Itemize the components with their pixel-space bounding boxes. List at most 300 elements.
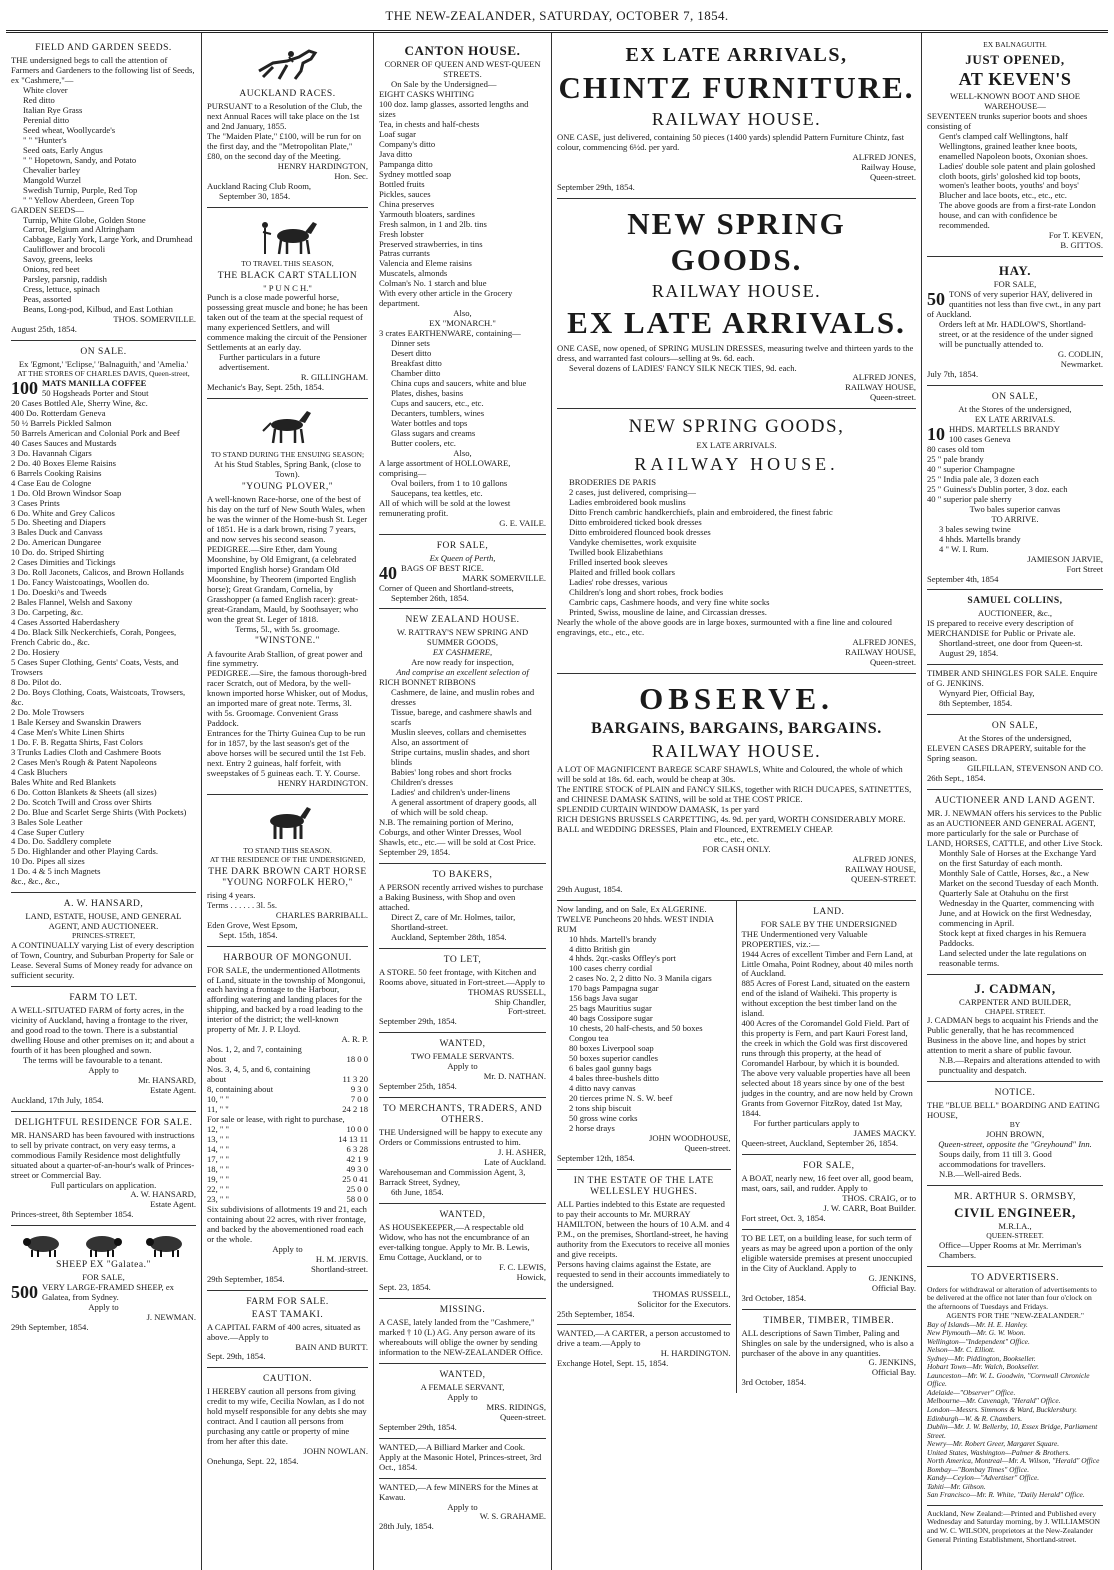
observe-etc: etc., etc., etc. <box>713 833 760 844</box>
mongonui-signer: H. M. JERVIS. <box>315 1253 368 1264</box>
cadman-street: CHAPEL STREET. <box>984 1006 1046 1016</box>
norfolk-terms: Terms . . . . . . 3l. 5s. <box>207 899 278 910</box>
list-item: 1 Bale Kersey and Swanskin Drawers <box>11 716 142 727</box>
list-item: Tea, in chests and half-chests <box>379 118 480 129</box>
col4-right <box>737 901 917 1394</box>
farm-to-let-ad <box>11 987 196 1112</box>
rice-ship: Ex Queen of Perth, <box>429 552 496 563</box>
table-cell: 24 2 18 <box>342 1104 368 1115</box>
land-list <box>742 950 917 1070</box>
columns <box>6 33 1108 1570</box>
list-item: Bales White and Red Blankets <box>11 776 116 787</box>
list-item: London—Messrs. Simmons & Ward, Bucklersbury. <box>927 1404 1077 1414</box>
spring2-lead: BRODERIES DE PARIS <box>569 477 657 488</box>
ormsby-ad <box>927 1186 1103 1267</box>
sheep-apply: Apply to <box>88 1302 119 1313</box>
chintz-date: September 29th, 1854. <box>557 181 635 192</box>
plover-pedigree: PEDIGREE.—Sire Ether, dam Young Moonshine, by Old Emigrant, (a celebrated imported English horse) Grandam Old Moonshine, by Theorem (imported English horse); Great Grandam, Cornelia, by Grasshopper (a famed English racer): great-great-Grandam, Mauld, by Soothsayer; who won the great St. Leger of 1818. <box>207 543 359 624</box>
keven-title: JUST OPENED, <box>965 51 1065 67</box>
table-cell: 11, " " <box>207 1104 229 1115</box>
list-item: Bay of Islands—Mr. H. E. Hanley. <box>927 1319 1028 1329</box>
list-item: Also, an assortment of <box>391 737 469 748</box>
spring1-signer: ALFRED JONES, <box>852 372 916 383</box>
list-item: 2 Bales Flannel, Welsh and Saxony <box>11 597 133 608</box>
canton-crates: 3 crates EARTHENWARE, containing— <box>379 328 521 339</box>
servants-title: WANTED, <box>439 1039 486 1050</box>
list-item: 4 Cases Assorted Haberdashery <box>11 617 120 628</box>
list-item: Children's long and short robes, frock bodies <box>569 586 724 597</box>
list-item: White clover <box>23 84 68 95</box>
chintz-signer: ALFRED JONES, <box>852 151 916 162</box>
list-item: 1 Do. Old Brown Windsor Soap <box>11 487 122 498</box>
bakers-body: A PERSON recently arrived wishes to purchase a Baking Business, with Shop and oven attached. <box>379 881 544 912</box>
punch-date: Mechanic's Bay, Sept. 25th, 1854. <box>207 382 324 393</box>
brandy-signer2: Fort Street <box>1066 563 1103 574</box>
column-3 <box>374 33 552 1570</box>
advertisers-body: Orders for withdrawal or alteration of advertisements to be delivered at the office not later than four o'clock on the afternoons of Tuesdays and Fridays. <box>927 1284 1097 1312</box>
hansard-ad <box>11 893 196 987</box>
ormsby-body: Office—Upper Rooms at Mr. Merriman's Chambers. <box>939 1239 1082 1260</box>
bakers-body2: Direct Z, care of Mr. Holmes, tailor, Shortland-street. <box>391 911 516 932</box>
cart-horse-engraving-icon <box>253 803 323 843</box>
list-item: Water bottles and tops <box>391 417 468 428</box>
sheep-engravings <box>11 1232 196 1258</box>
notice-nb: N.B.—Well-aired Beds. <box>939 1168 1022 1179</box>
chintz-signer2: Railway House, <box>861 161 916 172</box>
table-row <box>207 1085 368 1095</box>
housekeeper-body: AS HOUSEKEEPER,—A respectable old Widow, who has not the encumbrance of an ever-talking tongue. Apply to Mr. B. Lewis, Emu Cottage, Auckland, or to <box>379 1222 530 1263</box>
list-item: Children's dresses <box>391 777 453 788</box>
list-item: 3 Do. Carpeting, &c. <box>11 607 84 618</box>
list-item: Butter coolers, etc. <box>391 437 456 448</box>
bakers-date: Auckland, September 28th, 1854. <box>391 931 507 942</box>
list-item: 50 gross wine corks <box>569 1112 638 1123</box>
list-item: Loaf sugar <box>379 128 416 139</box>
plover-signer: HENRY HARDINGTON. <box>277 778 368 789</box>
drapery-ad <box>927 715 1103 790</box>
list-item: San Francisco—Mr. R. White, "Daily Herald" Office. <box>927 1490 1085 1500</box>
rice-body: BAGS OF BEST RICE. <box>401 562 484 573</box>
building-date: 3rd October, 1854. <box>741 1292 807 1303</box>
hay-sale: FOR SALE, <box>993 279 1037 290</box>
merchants-place: Warehouseman and Commission Agent, 3, Barrack Street, Sydney, <box>379 1167 526 1188</box>
list-item: Italian Rye Grass <box>23 104 83 115</box>
chintz-house: RAILWAY HOUSE. <box>651 109 822 130</box>
caution-body: I HEREBY caution all persons from giving credit to my wife, Cecilia Nowlan, as I do not hold myself responsible for any debts she may contract. And I caution all persons from purchasing any cattle or property of mine from her after this date. <box>207 1386 367 1447</box>
store-signer3: Fort-street. <box>508 1006 546 1017</box>
canton-list3 <box>379 479 546 499</box>
nzhouse-title: NEW ZEALAND HOUSE. <box>405 615 520 626</box>
hay-signer: G. CODLIN, <box>1057 349 1103 360</box>
winstone-pedigree: PEDIGREE.—Sire, the famous thorough-bred racer Scratch, out of Medora, by the well-known imported horse Whisker, out of Modus, an imported mare of great note. Terms, 3l. with 5s. Groomage. Convenient Grass Paddock. <box>207 668 368 729</box>
carter-body: WANTED,—A CARTER, a person accustomed to drive a team.—Apply to <box>557 1328 730 1349</box>
racehorse-engraving-icon <box>253 407 323 447</box>
table-cell: 42 1 9 <box>346 1153 368 1164</box>
list-item: Ladies' robe dresses, various <box>569 576 668 587</box>
brandy-title: ON SALE, <box>991 392 1039 403</box>
canton-also: Also, <box>453 308 472 319</box>
list-item: 3 Do. Havannah Cigars <box>11 447 92 458</box>
canton-list2 <box>379 339 546 449</box>
punch-signer: R. GILLINGHAM. <box>300 372 368 383</box>
rice-date: September 26th, 1854. <box>391 592 469 603</box>
timber-signer2: Official Bay. <box>871 1367 916 1378</box>
table-cell: 17, " " <box>207 1153 230 1164</box>
housekeeper-signer2: Howick, <box>516 1271 546 1282</box>
store-to-let-ad <box>379 949 546 1034</box>
list-item: Cups and saucers, etc., etc. <box>391 398 484 409</box>
plover-entrance: Entrances for the Thirty Guinea Cup to be run for in 1857, by the last season's get of the above horses will be secured until the 1st Feb. next. Entry 2 guineas, half forfeit, with sweepstakes of 5 guineas each. T. Y. Course. <box>207 728 366 779</box>
list-item: Turnip, White Globe, Golden Stone <box>23 214 146 225</box>
list-item: 3 bales sewing twine <box>939 523 1011 534</box>
miners-apply: Apply to <box>447 1501 478 1512</box>
nzhouse-line: W. RATTRAY'S NEW SPRING AND SUMMER GOODS, <box>396 627 529 648</box>
agents-list <box>927 1321 1103 1500</box>
estate-body2: Persons having claims against the Estate, are requested to send in their accounts immediately to the undersigned. <box>557 1258 730 1289</box>
list-item: Breakfast ditto <box>391 358 442 369</box>
punch-pre: TO TRAVEL THIS SEASON, <box>241 258 334 268</box>
merchants-ad <box>379 1098 546 1204</box>
algerine-signer: JOHN WOODHOUSE, <box>649 1132 731 1143</box>
observe-body5: BALL and WEDDING DRESSES, Plain and Flounced, EXTREMELY CHEAP. <box>557 823 833 834</box>
mongonui-apply: Apply to <box>272 1243 303 1254</box>
shingles-ad <box>927 665 1103 715</box>
canton-signer: G. E. VAILE. <box>499 517 546 528</box>
list-item: Ditto French cambric handkerchiefs, plain and embroidered, the finest fabric <box>569 507 833 518</box>
list-item: Ladies' and children's under-linens <box>391 786 511 797</box>
residence-apply: Full particulars on application. <box>50 1179 157 1190</box>
winstone-body: A favourite Arab Stallion, of great power and fine symmetry. <box>207 648 363 669</box>
spring1-title: NEW SPRING GOODS. <box>627 205 846 277</box>
list-item: 2 Do. Blue and Scarlet Serge Shirts (With Pockets) <box>11 806 187 817</box>
broderies-ad <box>557 409 916 673</box>
list-item: 1 Do. F. B. Regatta Shirts, Fast Colors <box>11 736 143 747</box>
spring2-signer: ALFRED JONES, <box>852 636 916 647</box>
miners-date: 28th July, 1854. <box>379 1521 434 1532</box>
canton-note: With every other article in the Grocery department. <box>379 288 513 309</box>
table-row <box>207 1155 368 1165</box>
drapery-sub: At the Stores of the undersigned, <box>958 733 1072 744</box>
list-item: Launceston—Mr. W. L. Goodwin, "Cornwall Chronicle Office. <box>927 1370 1090 1389</box>
list-item: Chamber ditto <box>391 368 441 379</box>
hansard-name: A. W. HANSARD, <box>63 899 144 910</box>
female-title: WANTED, <box>439 1369 486 1380</box>
land-body2: The above very valuable properties have all been selected about 18 years since by one of the best judges in the country, and are now held by Crown Grants from Governor FitzRoy, dated 1st May, 1844. <box>741 1068 913 1119</box>
collins-ad <box>927 590 1103 665</box>
punch-name: " P U N C H." <box>263 282 312 293</box>
brandy-canvas: Two bales superior canvas <box>969 503 1061 514</box>
list-item: Seed oats, Early Angus <box>23 144 103 155</box>
drapery-signer: GILFILLAN, STEVENSON AND CO. <box>967 763 1103 774</box>
list-item: 4 Case Super Cutlery <box>11 826 85 837</box>
hay-body2: Orders left at Mr. HADLOW'S, Shortland-street, or at the residence of the under signed will be punctually attended to. <box>939 319 1093 350</box>
punch-body2: Further particulars in a future advertisement. <box>219 352 321 373</box>
housekeeper-signer: F. C. LEWIS, <box>499 1262 546 1273</box>
list-item: Peas, assorted <box>23 294 72 305</box>
imprint-text: Auckland, New Zealand:—Printed and Published every Wednesday and Saturday morning, by J. WILLIAMSON and W. C. WILSON, proprietors at the New-Zealander General Printing Establishment, Shortland-street. <box>927 1508 1101 1545</box>
land-ad <box>742 901 917 1155</box>
list-item: 3 Cases Prints <box>11 497 60 508</box>
list-item: Muscatels, almonds <box>379 268 448 279</box>
merchants-title: TO MERCHANTS, TRADERS, AND OTHERS. <box>382 1104 543 1126</box>
seeds-list <box>11 86 196 206</box>
brandy-signer: JAMIESON JARVIE, <box>1027 553 1103 564</box>
winstone-title: "WINSTONE." <box>254 636 321 647</box>
list-item: 3 Trunks Ladies Cloth and Cashmere Boots <box>11 746 161 757</box>
races-date: September 30, 1854. <box>219 190 291 201</box>
nzhouse-list <box>379 688 546 818</box>
list-item: 4 " W. I. Rum. <box>939 543 989 554</box>
sheep-ad <box>11 1226 196 1338</box>
newman-body5: Stock kept at fixed charges in his Remuera Paddocks. <box>939 927 1087 948</box>
observe-body: A LOT OF MAGNIFICENT BAREGE SCARF SHAWLS, White and Coloured, the whole of which will be sold at 18s. 6d. each, would be cheap at 30s. <box>557 764 903 784</box>
spring1-body2: Several dozens of LADIES' FANCY SILK NECK TIES, 9d. each. <box>569 362 797 373</box>
algerine-list <box>557 935 731 1134</box>
servants-signer: Mr. D. NATHAN. <box>483 1071 546 1082</box>
farmsale-date: Sept. 29th, 1854. <box>207 1351 266 1362</box>
list-item: 4 ditto British gin <box>569 943 630 954</box>
estate-title: IN THE ESTATE OF THE LATE WELLESLEY HUGHES. <box>573 1175 714 1197</box>
brandy-list <box>927 435 1103 505</box>
cadman-sub: CARPENTER AND BUILDER, <box>959 996 1071 1007</box>
observe-signer: ALFRED JONES, <box>852 853 916 864</box>
caution-ad <box>207 1368 368 1472</box>
list-item: 50 ½ Barrels Pickled Salmon <box>11 417 112 428</box>
spring2-house: RAILWAY HOUSE. <box>634 454 839 475</box>
brandy-sub: At the Stores of the undersigned, <box>958 404 1072 415</box>
sheep-num: 500 <box>11 1282 38 1303</box>
hay-date: July 7th, 1854. <box>927 369 979 380</box>
missing-body: A CASE, lately landed from the "Cashmere," marked † 10 (L) AG. Any person aware of its whereabouts will oblige the owner by sending information to the NEW-ZEALANDER Office. <box>379 1316 543 1357</box>
drapery-date: 26th Sept., 1854. <box>927 773 986 784</box>
table-row <box>207 1185 368 1195</box>
plover-body: A well-known Race-horse, one of the best of his day on the turf of New South Wales, when he was the winner of the Home-bush St. Leger of 1851. He is a dark brown, rising 7 years, and now serves his second season. <box>207 493 368 544</box>
observe-body2: The ENTIRE STOCK of PLAIN and FANCY SILKS, together with RICH DUCAPES, SATINETTES, and CHINESE DAMASK SATINS, will be sold at THE COST PRICE. <box>557 783 912 804</box>
list-item: Tissue, barege, and cashmere shawls and scarfs <box>391 707 532 728</box>
davis-ex: Ex 'Egmont,' 'Eclipse,' 'Balnaguith,' and 'Amelia.' <box>18 359 189 370</box>
hansard-street: PRINCES-STREET, <box>72 931 135 941</box>
list-item: 10 chests, 20 half-chests, and 50 boxes Congou tea <box>569 1023 703 1044</box>
bakers-title: TO BAKERS, <box>432 869 493 880</box>
carter-date: Exchange Hotel, Sept. 15, 1854. <box>557 1358 669 1369</box>
land-sub: FOR SALE BY THE UNDERSIGNED <box>760 918 897 929</box>
land-date: Queen-street, Auckland, September 26, 1854. <box>741 1137 899 1148</box>
list-item: Wellington—"Independent" Office. <box>927 1336 1030 1346</box>
table-row <box>207 1045 368 1055</box>
estate-signer: THOMAS RUSSELL, <box>652 1288 731 1299</box>
list-item: 2 horse drays <box>569 1122 615 1133</box>
observe-house: RAILWAY HOUSE. <box>651 741 822 762</box>
list-item: 3 Bales Duck and Canvass <box>11 527 103 538</box>
missing-title: MISSING. <box>439 1304 486 1315</box>
norfolk-ad <box>207 795 368 946</box>
list-item: Ditto embroidered ticked book dresses <box>569 517 702 528</box>
rice-title: FOR SALE, <box>436 540 489 551</box>
list-item: 2 Do. Mole Trowsers <box>11 706 85 717</box>
sheep-signer: J. NEWMAN. <box>146 1312 196 1323</box>
timber-signer: G. JENKINS, <box>868 1357 916 1368</box>
chintz-pre: EX LATE ARRIVALS, <box>625 44 848 66</box>
merchants-date: 6th June, 1854. <box>391 1187 444 1198</box>
residence-ad <box>11 1112 196 1227</box>
table-cell: 10 0 0 <box>346 1124 368 1135</box>
norfolk-pre: TO STAND THIS SEASON. <box>243 846 332 856</box>
brandy-num: 10 <box>927 423 945 444</box>
hay-title: HAY. <box>998 263 1032 279</box>
brandy-date: September 4th, 1854 <box>927 573 999 584</box>
drapery-title: ON SALE, <box>991 721 1039 732</box>
hay-body: TONS of very superior HAY, delivered in quantities not less than five cwt., in any part of Auckland. <box>927 289 1101 320</box>
newman-title: AUCTIONEER AND LAND AGENT. <box>934 796 1096 807</box>
canton-also2: Also, <box>453 447 472 458</box>
list-item: Cabbage, Early York, Large York, and Drumhead <box>23 234 193 245</box>
keven-ad <box>927 37 1103 257</box>
residence-body: MR. HANSARD has been favoured with instructions to sell by private contract, on very easy terms, a commodious Family Residence most delightfully situated about a quarter-of-an-hour's walk of Princes-street or Commercial Bay. <box>11 1129 195 1180</box>
chintz-signer3: Queen-street. <box>869 171 916 182</box>
table-cell: 7 0 0 <box>350 1094 368 1105</box>
caution-date: Onehunga, Sept. 22, 1854. <box>207 1456 299 1467</box>
newman-body: MR. J. NEWMAN offers his services to the Public as an AUCTIONEER AND GENERAL AGENT, more particularly for the sale or Purchase of LAND, HORSES, CATTLE, and other Live Stock. <box>927 808 1103 848</box>
list-item: Edinburgh—W. & R. Chambers. <box>927 1413 1023 1423</box>
list-item: 25 bags Mauritius sugar <box>569 1003 652 1014</box>
canton-lead: On Sale by the Undersigned— <box>391 79 497 90</box>
list-item: Onions, red beet <box>23 264 80 275</box>
list-item: Newry—Mr. Robert Greer, Margaret Square. <box>927 1439 1060 1449</box>
list-item: 20 tierces prime N. S. W. beef <box>569 1093 673 1104</box>
building-lease-ad <box>742 1230 917 1310</box>
list-item: Seed wheat, Woollycarde's <box>23 124 116 135</box>
observe-title: OBSERVE. <box>639 680 834 716</box>
merchants-signer2: Late of Auckland. <box>484 1157 546 1168</box>
female-apply: Apply to <box>447 1391 478 1402</box>
list-item: Carrot, Belgium and Altringham <box>23 224 135 235</box>
farm-date: Auckland, 17th July, 1854. <box>11 1094 104 1105</box>
list-item: 4 hhds. 2qr.-casks Offley's port <box>569 953 676 964</box>
davis-title: ON SALE. <box>80 347 127 358</box>
algerine-title: Now landing, and on Sale, Ex ALGERINE. <box>557 903 707 914</box>
housekeeper-title: WANTED, <box>439 1210 486 1221</box>
list-item: Bottled fruits <box>379 178 425 189</box>
list-item: Bombay—"Bombay Times" Office. <box>927 1464 1030 1474</box>
list-item: Tahiti—Mr. Gibson. <box>927 1481 986 1491</box>
female-date: September 29th, 1854. <box>379 1421 457 1432</box>
estate-date: 25th September, 1854. <box>557 1308 635 1319</box>
canton-hollow: A large assortment of HOLLOWARE, comprising— <box>379 457 511 478</box>
observe-cash: FOR CASH ONLY. <box>702 843 771 854</box>
races-ad <box>207 37 368 208</box>
list-item: Plates, dishes, basins <box>391 388 464 399</box>
timber-title: TIMBER, TIMBER, TIMBER. <box>763 1315 895 1326</box>
table-cell: 18, " " <box>207 1163 230 1174</box>
list-item: 2 Do. American Dungaree <box>11 537 102 548</box>
cadman-nb: N.B.—Repairs and alterations attended to with punctuality and despatch. <box>939 1055 1101 1076</box>
rice-signer: MARK SOMERVILLE. <box>462 572 546 583</box>
nzhouse-comprise: And comprise an excellent selection of <box>396 667 529 678</box>
boat-ad <box>742 1155 917 1230</box>
list-item: Muslin sleeves, collars and chemisettes <box>391 727 527 738</box>
list-item: 40 bags Cossipore sugar <box>569 1013 653 1024</box>
cart-horse-engraving-icon <box>253 216 323 256</box>
cadman-body: J. CADMAN begs to acquaint his Friends and the Public generally, that he has recommenced Business in the above line, and hopes by strict attention to merit a share of public favour. <box>927 1015 1099 1056</box>
notice-body2: Soups daily, from 11 till 3. Good accommodations for travellers. <box>939 1148 1052 1169</box>
table-cell: 22, " " <box>207 1183 230 1194</box>
list-item: 1944 Acres of excellent Timber and Fern Land, at Little Omaha, Point Rodney, about 40 miles north of Auckland. <box>741 948 914 979</box>
list-item: Cauliflower and brocoli <box>23 244 106 255</box>
list-item: A general assortment of drapery goods, all of which will be sold cheap. <box>391 796 537 817</box>
spring2-list <box>557 498 916 618</box>
list-item: Frilled inserted book sleeves <box>569 557 668 567</box>
advertisers-ad <box>927 1267 1103 1506</box>
estate-signer2: Solicitor for the Executors. <box>637 1298 731 1309</box>
canton-sub: CORNER OF QUEEN AND WEST-QUEEN STREETS. <box>384 59 541 80</box>
collins-body2: Shortland-street, one door from Queen-st. August 29, 1854. <box>939 638 1083 659</box>
list-item: 1 Do. Fancy Waistcoatings, Woollen do. <box>11 577 150 588</box>
list-item: 4 Do. Do. Saddlery complete <box>11 836 112 847</box>
newman-body6: Land selected under the late regulations on reasonable terms. <box>939 947 1087 968</box>
rice-place: Corner of Queen and Shortland-streets, <box>379 582 514 593</box>
list-item: 2 Do. Scotch Twill and Cross over Shirts <box>11 796 152 807</box>
list-item: 40 " superior pale sherry <box>927 493 1012 504</box>
sheep-date: 29th September, 1854. <box>11 1322 89 1333</box>
boat-title: FOR SALE, <box>803 1160 855 1171</box>
list-item: 885 Acres of Forest Land, situated on the eastern end of the island of Waiheki. This property is without exception the best timber land on the island. <box>741 978 910 1019</box>
table-row <box>207 1145 368 1155</box>
boat-body: A BOAT, nearly new, 16 feet over all, good beam, mast, oars, sail, and rudder. Apply to <box>741 1172 914 1193</box>
store-body: A STORE. 50 feet frontage, with Kitchen and Rooms above, situated in Fort-street.—Apply to <box>379 966 545 987</box>
races-place: Auckland Racing Club Room, <box>207 180 312 191</box>
store-date: September 29th, 1854. <box>379 1016 457 1027</box>
observe-body3: SPLENDID CURTAIN WINDOW DAMASK, 1s per yard <box>557 803 760 814</box>
plover-pre: TO STAND DURING THE ENSUING SEASON; <box>210 450 365 460</box>
caution-signer: JOHN NOWLAN. <box>303 1446 368 1457</box>
building-body: TO BE LET, on a building lease, for such term of years as may be agreed upon a portion of the only eligible waterside premises at present unoccupied in the City of Auckland. Apply to <box>741 1232 913 1273</box>
list-item: 10 Do. do. Striped Shirting <box>11 547 105 558</box>
col4-split <box>557 901 916 1394</box>
list-item: 4 Do. Black Silk Neckerchiefs, Corah, Pongees, French Cabric do., &c. <box>11 627 177 648</box>
norfolk-age: rising 4 years. <box>207 889 256 900</box>
brandy-arrive: TO ARRIVE. <box>991 513 1039 524</box>
list-item: Patras currants <box>379 248 430 259</box>
table-cell: 49 3 0 <box>346 1163 368 1174</box>
cadman-ad <box>927 975 1103 1083</box>
hansard-title: LAND, ESTATE, HOUSE, AND GENERAL AGENT, AND AUCTIONEER. <box>25 911 182 932</box>
residence-date: Princes-street, 8th September 1854. <box>11 1209 134 1220</box>
mongonui-date: 29th September, 1854. <box>207 1273 285 1284</box>
list-item: 100 cases Geneva <box>949 433 1011 444</box>
estate-body: ALL Parties indebted to this Estate are requested to pay their accounts to Mr. MURRAY HAMILTON, between the hours of 10 A.M. and 4 P.M., on the premises, Shortland-street, he having authority from the Executors to receive all monies and give receipts. <box>557 1198 730 1259</box>
list-item: Kandy—Ceylon—"Advertiser" Office. <box>927 1473 1040 1483</box>
mongonui-head: A. R. P. <box>341 1034 368 1045</box>
races-body2: The "Maiden Plate," £100, will be run for on the first day, and the "Metropolitan Plate," £80, on the second day of the Meeting. <box>207 130 362 161</box>
canton-lead2: EIGHT CASKS WHITING <box>379 88 475 99</box>
spring1-signer3: Queen-street. <box>869 392 916 403</box>
servants-date: September 25th, 1854. <box>379 1081 457 1092</box>
timber-date: 3rd October, 1854. <box>741 1377 807 1388</box>
spring1-house: RAILWAY HOUSE. <box>651 280 822 301</box>
table-cell: 25 0 41 <box>342 1173 368 1184</box>
table-cell: 9 3 0 <box>350 1084 368 1095</box>
keven-pre: EX BALNAGUITH. <box>983 40 1047 49</box>
notice-ad <box>927 1082 1103 1186</box>
list-item: Ditto embroidered flounced book dresses <box>569 527 711 538</box>
canton-note2: All of which will be sold at the lowest remunerating profit. <box>379 497 511 518</box>
nzhouse-ship: EX CASHMERE, <box>432 647 493 658</box>
farm-terms: The terms will be favourable to a tenant. <box>23 1054 163 1065</box>
merchants-body: THE Undersigned will be happy to execute any Orders or Commissions entrusted to him. <box>379 1127 543 1148</box>
sheep-title: SHEEP EX "Galatea." <box>56 1260 151 1271</box>
masthead: THE NEW-ZEALANDER, SATURDAY, OCTOBER 7, 1854. <box>6 4 1108 33</box>
collins-title: SAMUEL COLLINS, <box>967 596 1063 607</box>
